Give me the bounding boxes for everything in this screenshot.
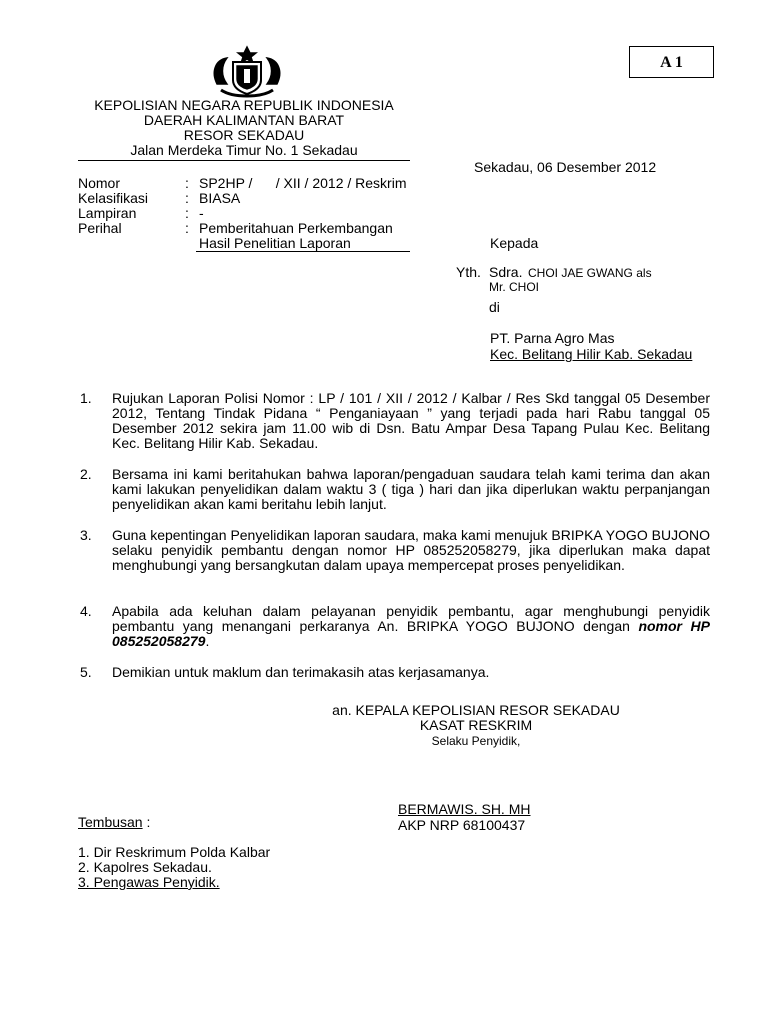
signatory-name: BERMAWIS. SH. MH (398, 801, 531, 817)
signature-line-2: KASAT RESKRIM (419, 717, 533, 733)
meta-colon: : (185, 190, 189, 206)
meta-colon: : (185, 205, 189, 221)
recipient-di: di (489, 299, 500, 315)
letterhead-line-2: DAERAH KALIMANTAN BARAT (143, 112, 345, 128)
paragraph-number: 1. (80, 390, 92, 406)
meta-value: SP2HP / / XII / 2012 / Reskrim (199, 175, 407, 191)
recipient-company: PT. Parna Agro Mas (490, 330, 615, 346)
meta-value: Pemberitahuan Perkembangan (199, 220, 393, 236)
recipient-name-1: CHOI JAE GWANG als (528, 266, 652, 280)
meta-label: Nomor (78, 175, 121, 191)
signature-line-1: an. KEPALA KEPOLISIAN RESOR SEKADAU (332, 702, 620, 718)
paragraph-number: 5. (80, 664, 92, 680)
paragraph-4-phone: nomor HP 085252058279 (112, 618, 710, 649)
tembusan-item-2: 2. Kapolres Sekadau. (78, 859, 212, 875)
letterhead-address: Jalan Merdeka Timur No. 1 Sekadau (130, 142, 358, 158)
meta-label: Perihal (78, 220, 122, 236)
form-code-box (629, 46, 714, 78)
meta-lampiran (0, 206, 430, 221)
meta-value-2: Hasil Penelitian Laporan (199, 235, 351, 251)
meta-colon: : (185, 220, 189, 236)
tembusan-item-3: 3. Pengawas Penyidik. (78, 874, 220, 890)
signature-line-3: Selaku Penyidik, (431, 734, 521, 748)
recipient-kepada: Kepada (490, 235, 539, 251)
tembusan-heading (78, 815, 150, 830)
paragraph-number: 3. (80, 527, 92, 543)
letterhead-rule (78, 160, 410, 161)
letterhead-line-3: RESOR SEKADAU (183, 127, 305, 143)
police-emblem-icon (207, 44, 287, 102)
signatory-rank: AKP NRP 68100437 (398, 817, 526, 833)
meta-value: BIASA (199, 190, 241, 206)
paragraph-1: Rujukan Laporan Polisi Nomor : LP / 101 / XII / 2012 / Kalbar / Res Skd tanggal 05 Desember 2012, Tentang Tindak Pidana “ Penganiayaan ” yang terjadi pada hari Rabu tanggal 05 Desember 2012 sekira jam 11.00 wib di Dsn. Batu Ampar Desa Tapang Pulau Kec. Belitang Kec. Belitang Hilir Kab. Sekadau. (112, 390, 710, 451)
meta-nomor (0, 176, 430, 191)
recipient-sdra: Sdra. (489, 264, 523, 280)
paragraph-2: Bersama ini kami beritahukan bahwa laporan/pengaduan saudara telah kami terima dan akan kami lakukan penyelidikan dalam waktu 3 ( tiga ) hari dan jika diperlukan waktu perpanjangan penyelidikan akan kami beritahu lebih lanjut. (112, 466, 710, 512)
paragraph-4-tail: . (205, 633, 210, 649)
form-code: A 1 (660, 53, 683, 71)
perihal-rule (196, 251, 410, 252)
meta-label: Lampiran (78, 205, 137, 221)
tembusan-item-1: 1. Dir Reskrimum Polda Kalbar (78, 844, 271, 860)
meta-value: - (199, 205, 204, 221)
meta-label: Kelasifikasi (78, 190, 149, 206)
tembusan-colon: : (142, 814, 151, 830)
paragraph-number: 2. (80, 466, 92, 482)
letterhead (78, 98, 410, 158)
recipient-address: Kec. Belitang Hilir Kab. Sekadau (490, 346, 693, 362)
recipient-yth: Yth. (456, 264, 481, 280)
recipient-name-2: Mr. CHOI (489, 280, 539, 294)
letterhead-line-1: KEPOLISIAN NEGARA REPUBLIK INDONESIA (94, 97, 394, 113)
meta-perihal (0, 221, 430, 251)
paragraph-4 (112, 604, 710, 649)
place-date: Sekadau, 06 Desember 2012 (474, 159, 657, 175)
paragraph-5: Demikian untuk maklum dan terimakasih atas kerjasamanya. (112, 664, 490, 680)
paragraph-3: Guna kepentingan Penyelidikan laporan saudara, maka kami menujuk BRIPKA YOGO BUJONO selaku penyidik pembantu dengan nomor HP 085252058279, jika diperlukan maka dapat menghubungi yang bersangkutan dalam upaya mempercepat proses penyelidikan. (112, 527, 710, 573)
paragraph-number: 4. (80, 603, 92, 619)
paragraph-4-text: Apabila ada keluhan dalam pelayanan penyidik pembantu, agar menghubungi penyidik pembantu yang menangani perkaranya An. BRIPKA YOGO BUJONO dengan (112, 603, 710, 634)
tembusan-title: Tembusan (78, 814, 143, 830)
meta-colon: : (185, 175, 189, 191)
meta-klasifikasi (0, 191, 430, 206)
